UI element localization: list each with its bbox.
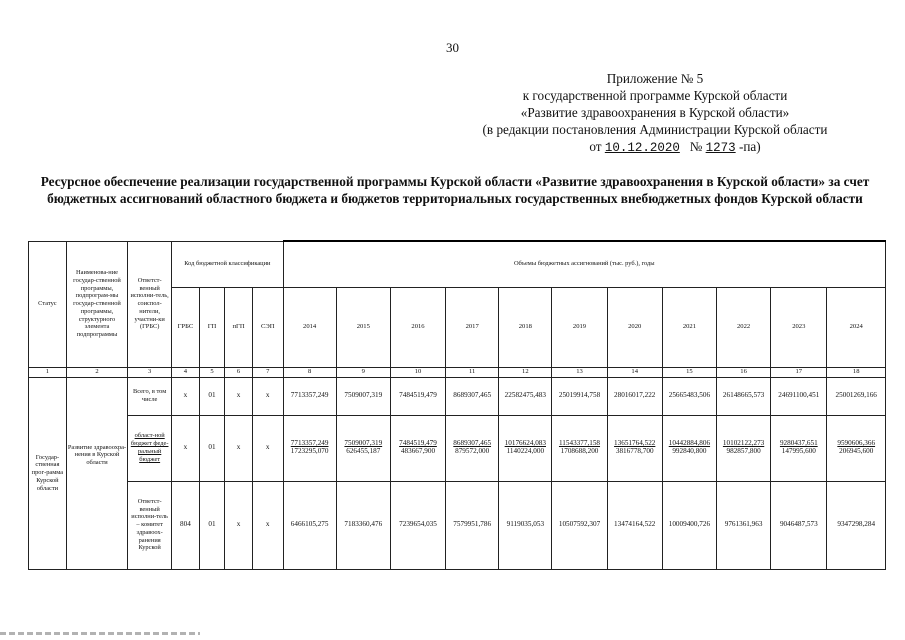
code-cell: x bbox=[225, 481, 253, 569]
code-cell: 01 bbox=[199, 481, 225, 569]
federal-value: 879572,000 bbox=[455, 447, 490, 455]
value-cell: 10009400,726 bbox=[662, 481, 716, 569]
code-cell: 804 bbox=[172, 481, 200, 569]
value-cell: 9761361,963 bbox=[717, 481, 771, 569]
header-name: Наименова-ние государ-ственной программы, подпрограм-мы государ-ственной программы, структурного элемента подпрограммы bbox=[66, 241, 127, 367]
col-number: 12 bbox=[499, 367, 552, 377]
appendix-line-1: Приложение № 5 bbox=[606, 71, 704, 86]
value-cell bbox=[336, 415, 390, 481]
col-number: 8 bbox=[283, 367, 336, 377]
header-code-group: Код бюджетной классификации bbox=[172, 241, 283, 287]
header-year: 2022 bbox=[717, 287, 771, 367]
code-cell: x bbox=[252, 415, 283, 481]
federal-value: 147995,600 bbox=[781, 447, 816, 455]
decree-suffix: -па) bbox=[738, 139, 761, 154]
header-year: 2018 bbox=[499, 287, 552, 367]
header-responsible: Ответст-венный исполни-тель, соиспол-нители, участни-ки (ГРБС) bbox=[128, 241, 172, 367]
regional-value: 9590606,366 bbox=[837, 439, 876, 448]
table-row bbox=[29, 377, 886, 415]
value-cell: 9046487,573 bbox=[771, 481, 827, 569]
regional-value: 7484519,479 bbox=[399, 439, 437, 448]
col-number: 6 bbox=[225, 367, 253, 377]
value-cell bbox=[662, 415, 716, 481]
value-cell: 10507592,307 bbox=[552, 481, 607, 569]
regional-value: 13651764,522 bbox=[614, 439, 656, 448]
regional-value: 9280437,651 bbox=[779, 439, 818, 448]
header-volume-group: Объемы бюджетных ассигнований (тыс. руб.), годы bbox=[283, 241, 885, 287]
federal-value: 982857,800 bbox=[726, 447, 761, 455]
page-number: 30 bbox=[446, 40, 459, 55]
regional-value: 10442884,806 bbox=[668, 439, 711, 448]
header-code-gp: ГП bbox=[199, 287, 225, 367]
column-number-row bbox=[29, 367, 886, 377]
header-status: Статус bbox=[29, 241, 67, 367]
value-cell bbox=[771, 415, 827, 481]
appendix-line-4: (в редакции постановления Администрации Курской области bbox=[482, 122, 828, 137]
value-cell: 25001269,166 bbox=[827, 377, 886, 415]
col-number: 15 bbox=[662, 367, 716, 377]
value-cell: 26148665,573 bbox=[717, 377, 771, 415]
document-title: Ресурсное обеспечение реализации государственной программы Курской области «Развитие здравоохранения в Курской области» за счет бюджетных ассигнований областного бюджета и бюджетов территориальных государственных внебюджетных фондов Курской области bbox=[40, 174, 870, 206]
col-number: 18 bbox=[827, 367, 886, 377]
value-cell: 9347298,284 bbox=[827, 481, 886, 569]
code-cell: x bbox=[172, 377, 200, 415]
col-number: 1 bbox=[29, 367, 67, 377]
date-prefix: от bbox=[589, 139, 602, 154]
col-number: 7 bbox=[252, 367, 283, 377]
value-cell bbox=[552, 415, 607, 481]
decree-number: 1273 bbox=[705, 141, 736, 155]
status-cell: Государ-ственная прог-рамма Курской области bbox=[29, 377, 67, 569]
col-number: 10 bbox=[390, 367, 445, 377]
value-cell: 7713357,249 bbox=[283, 377, 336, 415]
bottom-scan-artifact bbox=[0, 632, 200, 635]
federal-value: 3816778,700 bbox=[615, 447, 654, 455]
col-number: 16 bbox=[717, 367, 771, 377]
value-cell: 7183360,476 bbox=[336, 481, 390, 569]
federal-value: 1140224,000 bbox=[506, 447, 545, 455]
value-cell: 28016017,222 bbox=[607, 377, 662, 415]
value-cell: 8689307,465 bbox=[446, 377, 499, 415]
regional-value: 7713357,249 bbox=[290, 439, 329, 448]
col-number: 4 bbox=[172, 367, 200, 377]
regional-value: 10102122,273 bbox=[722, 439, 765, 448]
col-number: 2 bbox=[66, 367, 127, 377]
value-cell: 13474164,522 bbox=[607, 481, 662, 569]
code-cell: x bbox=[225, 377, 253, 415]
value-cell bbox=[827, 415, 886, 481]
value-cell bbox=[283, 415, 336, 481]
header-year: 2021 bbox=[662, 287, 716, 367]
value-cell bbox=[446, 415, 499, 481]
header-year: 2023 bbox=[771, 287, 827, 367]
appendix-line-2: к государственной программе Курской области bbox=[522, 88, 788, 103]
value-cell: 7239654,035 bbox=[390, 481, 445, 569]
regional-value: 10176624,083 bbox=[504, 439, 546, 448]
col-number: 14 bbox=[607, 367, 662, 377]
regional-value: 11543377,158 bbox=[558, 439, 601, 448]
value-cell: 25665483,506 bbox=[662, 377, 716, 415]
value-cell: 7579951,786 bbox=[446, 481, 499, 569]
value-cell: 6466105,275 bbox=[283, 481, 336, 569]
row-label: област-ной бюджет феде-ральный бюджет bbox=[128, 415, 172, 481]
row-label: Ответст-венный исполни-тель – комитет здравоох-ранения Курской bbox=[128, 481, 172, 569]
federal-value: 206945,600 bbox=[839, 447, 874, 455]
row-label: Всего, в том числе bbox=[128, 377, 172, 415]
regional-value: 7509007,319 bbox=[344, 439, 383, 448]
federal-value: 1723295,070 bbox=[290, 447, 329, 455]
header-year: 2024 bbox=[827, 287, 886, 367]
value-cell bbox=[607, 415, 662, 481]
program-name-cell: Развитие здравоохра-нения в Курской области bbox=[66, 377, 127, 569]
header-year: 2019 bbox=[552, 287, 607, 367]
table-row bbox=[29, 415, 886, 481]
value-cell: 9119035,053 bbox=[499, 481, 552, 569]
number-prefix: № bbox=[689, 139, 703, 154]
code-cell: x bbox=[252, 481, 283, 569]
value-cell: 24691100,451 bbox=[771, 377, 827, 415]
federal-value: 483667,900 bbox=[400, 447, 436, 455]
decree-date: 10.12.2020 bbox=[604, 141, 680, 155]
value-cell bbox=[390, 415, 445, 481]
col-number: 13 bbox=[552, 367, 607, 377]
col-number: 17 bbox=[771, 367, 827, 377]
appendix-date-line bbox=[420, 138, 890, 157]
code-cell: x bbox=[252, 377, 283, 415]
header-year: 2014 bbox=[283, 287, 336, 367]
header-code-pgp: пГП bbox=[225, 287, 253, 367]
header-year: 2017 bbox=[446, 287, 499, 367]
code-cell: x bbox=[172, 415, 200, 481]
code-cell: x bbox=[225, 415, 253, 481]
header-code-grbs: ГРБС bbox=[172, 287, 200, 367]
col-number: 9 bbox=[336, 367, 390, 377]
value-cell: 7509007,319 bbox=[336, 377, 390, 415]
header-code-sep: СЭП bbox=[252, 287, 283, 367]
col-number: 11 bbox=[446, 367, 499, 377]
value-cell: 25019914,758 bbox=[552, 377, 607, 415]
col-number: 3 bbox=[128, 367, 172, 377]
col-number: 5 bbox=[199, 367, 225, 377]
table-row bbox=[29, 481, 886, 569]
federal-value: 992840,800 bbox=[672, 447, 707, 455]
federal-value: 1708688,200 bbox=[560, 447, 599, 455]
header-year: 2016 bbox=[390, 287, 445, 367]
code-cell: 01 bbox=[199, 415, 225, 481]
code-cell: 01 bbox=[199, 377, 225, 415]
appendix-header bbox=[420, 70, 890, 157]
appendix-line-3: «Развитие здравоохранения в Курской области» bbox=[520, 105, 790, 120]
resource-table bbox=[28, 240, 886, 570]
federal-value: 626455,187 bbox=[346, 447, 381, 455]
value-cell: 7484519,479 bbox=[390, 377, 445, 415]
header-year: 2015 bbox=[336, 287, 390, 367]
value-cell bbox=[717, 415, 771, 481]
value-cell bbox=[499, 415, 552, 481]
header-year: 2020 bbox=[607, 287, 662, 367]
value-cell: 22582475,483 bbox=[499, 377, 552, 415]
regional-value: 8689307,465 bbox=[453, 439, 492, 448]
